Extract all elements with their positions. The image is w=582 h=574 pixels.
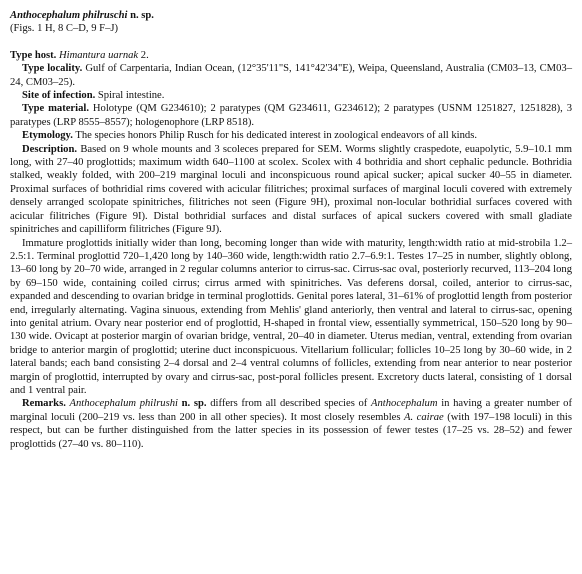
type-material-paragraph <box>10 102 572 129</box>
remarks-genus-name: Anthocephalum <box>371 398 438 410</box>
remarks-label: Remarks. <box>22 398 66 410</box>
etymology-paragraph <box>10 129 572 142</box>
species-heading <box>10 9 572 22</box>
type-locality-text: Gulf of Carpentaria, Indian Ocean, (12°35'11"S, 141°42'34"E), Weipa, Queensland, Australia (CM03–13, CM03–24, CM03–25). <box>10 63 572 88</box>
blank-line <box>10 36 572 49</box>
description-label: Description. <box>22 143 78 155</box>
etymology-label: Etymology. <box>22 130 73 142</box>
type-locality-paragraph <box>10 62 572 89</box>
description-paragraph <box>10 143 572 237</box>
type-material-label: Type material. <box>22 103 89 115</box>
type-material-text: Holotype (QM G234610); 2 paratypes (QM G234611, G234612); 2 paratypes (USNM 1251827, 1251828), 3 paratypes (LRP 8555–8557); hologenophore (LRP 8518). <box>10 103 572 128</box>
remarks-compared-species: A. cairae <box>404 411 444 423</box>
species-name: Anthocephalum philruschi <box>10 10 128 21</box>
remarks-text-2: in having a greater number of marginal loculi (200–219 vs. less than 200 in all other species). It most closely resembles <box>10 398 572 423</box>
type-host-label: Type host. <box>10 49 57 61</box>
type-host-value: Himantura uarnak <box>58 49 139 61</box>
description-text: Based on 9 whole mounts and 3 scoleces prepared for SEM. Worms slightly craspedote, euapolytic, 5.9–10.1 mm long, with 27–40 proglottids; maximum width 640–1100 at scolex. Scolex with 4 bothridia and short cephalic peduncle. Bothridia stalked, weakly folded, with 200–219 marginal loculi and inconspicuous round apical sucker; apical sucker 40–55 in diameter. Proximal surfaces of bothridial rims covered with acicular filitriches; proximal surfaces of marginal loculi covered with extremely densely arranged scolopate spinitriches, filitriches not seen (Figure 9H), proximal non-locular bothridial surfaces covered with acicular filitriches (Figure 9I). Distal bothridial surfaces and distal surfaces of apical suckers covered with small gladiate spinitriches and capilliform filitriches (Figure 9J). <box>10 143 572 236</box>
site-of-infection-label: Site of infection. <box>22 90 96 102</box>
description-paragraph-2: Immature proglottids initially wider than long, becoming longer than wide with maturity, length:width ratio at mid-strobila 1.2–2.5:1. Terminal proglottid 720–1,420 long by 140–360 wide, length:width ratio 2.7–6.9:1. Testes 17–25 in number, slightly oblong, 13–60 long by 20–70 wide, arranged in 2 regular columns anterior to cirrus-sac. Cirrus-sac oval, posteriorly recurved, 113–204 long by 69–150 wide, containing coiled cirrus; cirrus armed with spinitriches. Vas deferens dorsal, coiled, anterior to cirrus-sac, expanded and descending to ovarian bridge in terminal proglottids. Genital pores lateral, 31–61% of proglottid length from posterior end, irregularly alternating. Vagina sinuous, extending from Mehlis' gland anteriorly, then ventral and lateral to cirrus-sac, opening into genital atrium. Ovary near posterior end of proglottid, H-shaped in frontal view, essentially symmetrical, 150–520 long by 90–130 wide. Ovicapt at posterior margin of ovarian bridge, ventral, 20–40 in diameter. Uterus median, ventral, extending from ovarian bridge to anterior margin of proglottid; uterine duct inconspicuous. Vitellarium follicular; follicles 10–25 long by 30–60 wide, in 2 lateral bands; each band consisting 2–4 dorsal and 2–4 ventral columns of follicles, extending from near anterior to near posterior margin of proglottid, interrupted by ovary and cirrus-sac, post-poral follicles present. Excretory ducts lateral, consisting of 1 dorsal and 1 ventral pair. <box>10 237 572 396</box>
etymology-text: The species honors Philip Rusch for his dedicated interest in zoological endeavors of all kinds. <box>72 130 477 142</box>
type-locality-label: Type locality. <box>22 63 83 75</box>
figure-references: (Figs. 1 H, 8 C–D, 9 F–J) <box>10 23 119 35</box>
remarks-text-3: (with 197–198 loculi) in this respect, but can be further distinguished from the latter species in its possession of fewer testes (17–25 vs. 28–52) and fewer proglottids (27–40 vs. 80–110). <box>10 411 572 450</box>
site-of-infection-paragraph <box>10 89 572 102</box>
site-of-infection-text: Spiral intestine. <box>95 90 165 102</box>
new-species-marker: n. sp. <box>127 10 154 21</box>
type-host-suffix: 2. <box>138 49 149 61</box>
type-host-paragraph <box>10 49 572 62</box>
remarks-species-name: Anthocephalum philrushi <box>69 398 178 410</box>
remarks-paragraph <box>10 397 572 451</box>
remarks-new-species-marker: n. sp. <box>177 398 207 410</box>
remarks-text-1: differs from all described species of <box>206 398 372 410</box>
